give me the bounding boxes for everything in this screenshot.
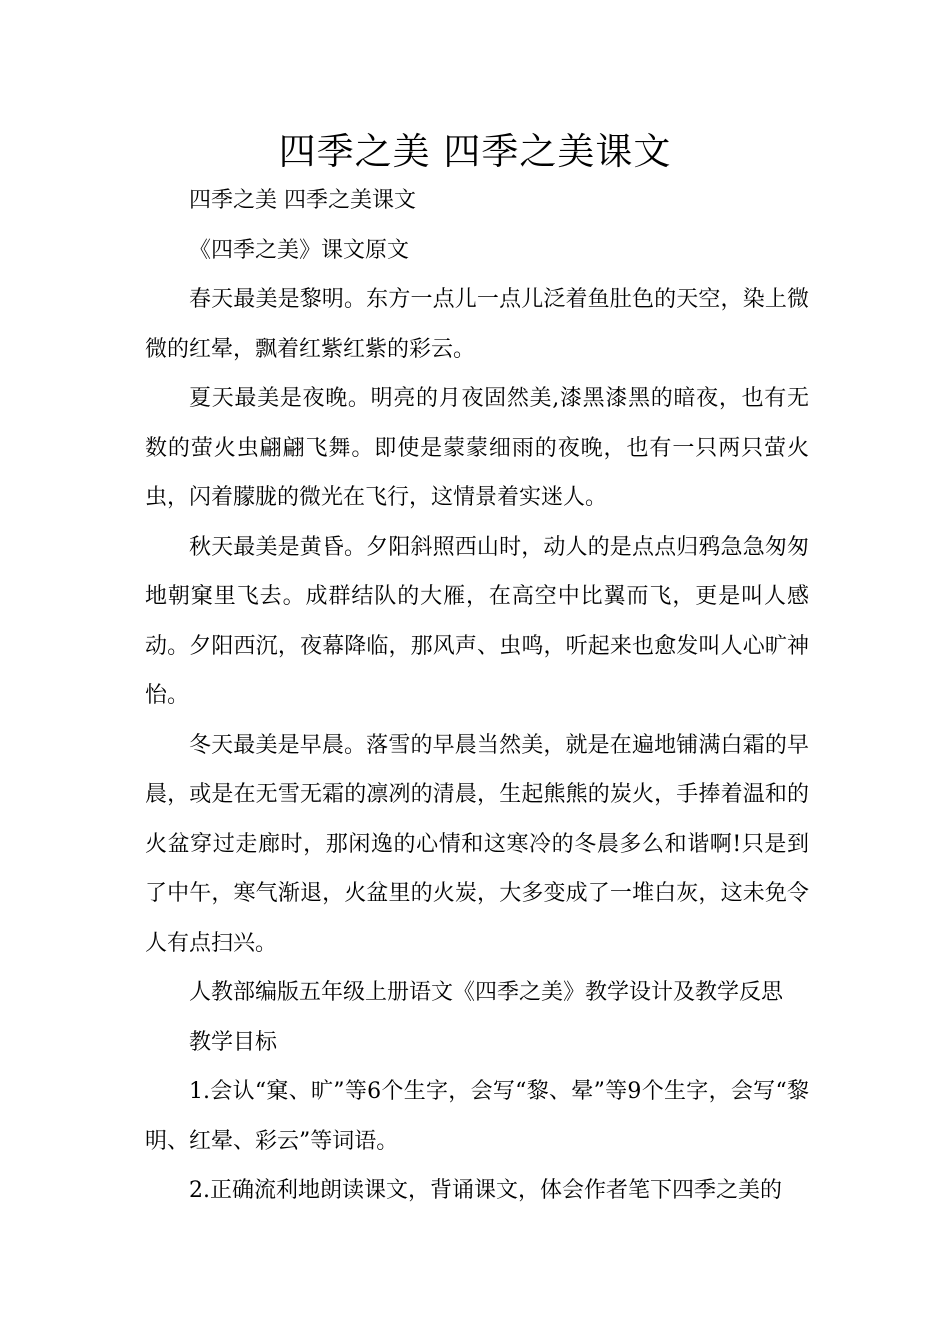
paragraph-spring: 春天最美是黎明。东方一点儿一点儿泛着鱼肚色的天空，染上微微的红晕，飘着红紫红紫的彩云。	[145, 287, 809, 362]
paragraph-winter: 冬天最美是早晨。落雪的早晨当然美，就是在遍地铺满白霜的早晨，或是在无雪无霜的凛冽的清晨，生起熊熊的炭火，手捧着温和的火盆穿过走廊时，那闲逸的心情和这寒冷的冬晨多么和谐啊!只是到了中午，寒气渐退，火盆里的火炭，大多变成了一堆白灰，这未免令人有点扫兴。	[145, 732, 809, 956]
paragraph-goal-1: 1.会认“窠、旷”等6个生字，会写“黎、晕”等9个生字，会写“黎明、红晕、彩云”等词语。	[145, 1079, 809, 1154]
paragraph-original-text-heading: 《四季之美》课文原文	[189, 237, 410, 263]
document-title: 四季之美 四季之美课文	[278, 130, 672, 173]
paragraph-autumn: 秋天最美是黄昏。夕阳斜照西山时，动人的是点点归鸦急急匆匆地朝窠里飞去。成群结队的大雁，在高空中比翼而飞，更是叫人感动。夕阳西沉，夜幕降临，那风声、虫鸣，听起来也愈发叫人心旷神怡。	[145, 534, 809, 708]
paragraph-teaching-goals-heading: 教学目标	[189, 1029, 278, 1055]
paragraph-goal-2: 2.正确流利地朗读课文，背诵课文，体会作者笔下四季之美的	[189, 1178, 782, 1203]
paragraph-summer: 夏天最美是夜晚。明亮的月夜固然美,漆黑漆黑的暗夜，也有无数的萤火虫翩翩飞舞。即使是蒙蒙细雨的夜晚，也有一只两只萤火虫，闪着朦胧的微光在飞行，这情景着实迷人。	[145, 386, 809, 510]
paragraph-teaching-design-heading: 人教部编版五年级上册语文《四季之美》教学设计及教学反思	[189, 980, 784, 1005]
paragraph-subtitle: 四季之美 四季之美课文	[189, 188, 416, 213]
document-body	[145, 176, 809, 1216]
